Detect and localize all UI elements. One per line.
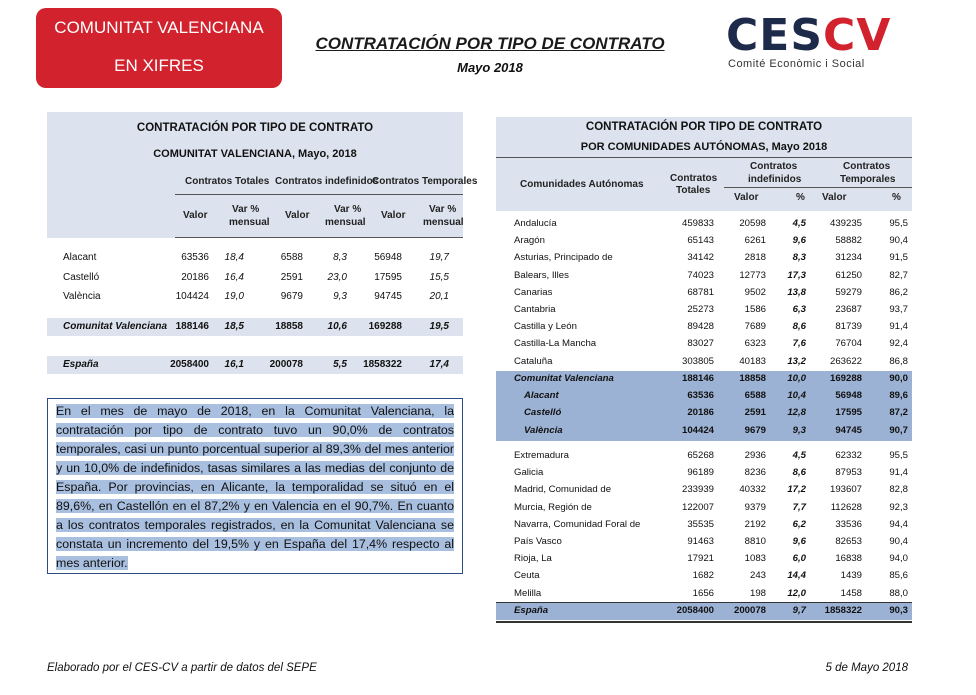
left-cell-v2: 18858 <box>275 321 303 332</box>
sub-valor-indef: Valor <box>734 192 759 203</box>
indef-pct: 9,3 <box>792 424 806 436</box>
col-indef-b: indefinidos <box>748 174 802 185</box>
temp-value: 263622 <box>829 355 862 367</box>
temp-value: 61250 <box>835 269 862 281</box>
sub-var-2: Var % <box>334 204 362 215</box>
logo-tagline: Comité Econòmic i Social <box>728 58 865 70</box>
right-row <box>496 319 912 336</box>
indef-value: 8236 <box>744 467 766 479</box>
col-temp-b: Temporales <box>840 174 896 185</box>
temp-pct: 86,8 <box>889 355 908 367</box>
right-row <box>496 388 912 405</box>
summary-paragraph <box>47 398 463 574</box>
cescv-logo <box>726 10 916 74</box>
left-cell-p2: 23,0 <box>327 272 347 283</box>
indef-pct: 13,2 <box>787 355 806 367</box>
temp-value: 87953 <box>835 467 862 479</box>
total-value: 89428 <box>687 321 714 333</box>
footer-source: Elaborado por el CES-CV a partir de datos del SEPE <box>47 662 317 674</box>
region-name: Murcia, Región de <box>514 501 592 513</box>
temp-value: 56948 <box>835 390 862 402</box>
indef-pct: 8,6 <box>792 467 806 479</box>
sub-valor-2: Valor <box>285 210 310 221</box>
left-cell-p2: 8,3 <box>333 252 347 263</box>
indef-pct: 14,4 <box>787 570 806 582</box>
temp-pct: 92,3 <box>889 501 908 513</box>
indef-pct: 6,3 <box>792 304 806 315</box>
right-row <box>496 216 912 233</box>
indef-value: 2591 <box>744 407 766 419</box>
col-group-temporales: Contratos Temporales <box>372 176 478 187</box>
right-row <box>496 534 912 551</box>
total-value: 233939 <box>681 484 714 496</box>
left-cell-p1: 16,4 <box>224 272 244 283</box>
left-table <box>47 112 478 382</box>
indef-value: 1083 <box>744 553 766 565</box>
indef-value: 9679 <box>744 424 766 436</box>
region-name: Aragón <box>514 235 545 247</box>
temp-pct: 90,7 <box>889 424 908 436</box>
indef-pct: 6,0 <box>792 553 806 565</box>
right-row <box>496 586 912 603</box>
temp-pct: 88,0 <box>889 587 908 599</box>
total-value: 74023 <box>687 269 714 281</box>
indef-value: 40183 <box>739 355 766 367</box>
right-row <box>496 448 912 465</box>
left-cell-v1: 2058400 <box>170 359 209 370</box>
col-group-indefinidos: Contratos indefinidos <box>275 176 379 187</box>
region-name: Cataluña <box>514 355 553 367</box>
indef-value: 6323 <box>744 338 766 350</box>
col-total-a: Contratos <box>670 173 718 184</box>
left-cell-v3: 17595 <box>374 272 402 283</box>
temp-pct: 95,5 <box>889 450 908 461</box>
region-name: Castelló <box>524 407 562 419</box>
total-value: 122007 <box>681 501 714 513</box>
total-value: 91463 <box>687 536 714 547</box>
sub-pct-indef: % <box>796 192 805 203</box>
left-cell-v2: 2591 <box>280 272 303 283</box>
region-name: Madrid, Comunidad de <box>514 484 612 496</box>
indef-value: 6261 <box>744 235 766 247</box>
indef-value: 8810 <box>744 536 766 547</box>
right-row <box>496 371 912 388</box>
left-cell-v1: 20186 <box>181 272 209 283</box>
indef-pct: 7,7 <box>792 501 806 513</box>
sub-var-1: Var % <box>232 204 260 215</box>
region-name: Balears, Illes <box>514 269 569 281</box>
indef-pct: 10,0 <box>787 373 806 384</box>
left-cell-p2: 5,5 <box>333 359 347 370</box>
region-name: Castilla-La Mancha <box>514 338 597 350</box>
total-value: 25273 <box>687 304 714 315</box>
right-table-subtitle: POR COMUNIDADES AUTÓNOMAS, Mayo 2018 <box>580 141 828 153</box>
temp-pct: 86,2 <box>889 286 908 298</box>
right-row <box>496 423 912 440</box>
left-cell-v3: 1858322 <box>363 359 402 370</box>
region-name: Castilla y León <box>514 321 577 333</box>
right-row <box>496 285 912 302</box>
sub-valor-3: Valor <box>381 210 406 221</box>
temp-value: 76704 <box>835 338 862 350</box>
temp-pct: 82,7 <box>889 269 908 281</box>
region-badge <box>36 8 282 88</box>
total-value: 96189 <box>687 467 714 479</box>
region-name: Asturias, Principado de <box>514 252 613 264</box>
region-name: València <box>524 424 563 436</box>
temp-value: 17595 <box>835 407 862 419</box>
region-name: País Vasco <box>514 536 562 547</box>
indef-value: 7689 <box>744 321 766 333</box>
left-cell-p3: 17,4 <box>429 359 449 370</box>
right-row <box>496 603 912 620</box>
indef-value: 243 <box>749 570 766 582</box>
temp-pct: 90,4 <box>889 235 908 247</box>
temp-pct: 87,2 <box>889 407 908 419</box>
temp-value: 58882 <box>835 235 862 247</box>
col-indef-a: Contratos <box>750 161 798 172</box>
total-value: 65268 <box>687 450 714 461</box>
indef-value: 9502 <box>744 286 766 298</box>
total-value: 303805 <box>681 355 714 367</box>
indef-pct: 6,2 <box>792 518 806 530</box>
left-cell-v3: 169288 <box>368 321 402 332</box>
col-region: Comunidades Autónomas <box>520 179 644 190</box>
right-row <box>496 268 912 285</box>
right-row <box>496 482 912 499</box>
left-row-name: España <box>63 359 99 370</box>
left-cell-p2: 9,3 <box>333 291 347 302</box>
right-row <box>496 551 912 568</box>
temp-value: 193607 <box>829 484 862 496</box>
temp-pct: 82,8 <box>889 484 908 496</box>
indef-pct: 7,6 <box>792 338 806 350</box>
temp-value: 59279 <box>835 286 862 298</box>
left-cell-v1: 104424 <box>175 291 209 302</box>
indef-pct: 8,6 <box>792 321 806 333</box>
left-cell-p2: 10,6 <box>327 321 347 332</box>
region-name: Comunitat Valenciana <box>514 373 614 384</box>
temp-value: 23687 <box>835 304 862 315</box>
right-table <box>496 117 912 625</box>
region-name: Cantabria <box>514 304 556 315</box>
indef-pct: 13,8 <box>787 286 806 298</box>
region-name: Extremadura <box>514 450 569 461</box>
indef-value: 9379 <box>744 501 766 513</box>
temp-value: 1458 <box>840 587 862 599</box>
indef-pct: 12,0 <box>787 587 806 599</box>
temp-pct: 90,0 <box>889 373 908 384</box>
left-row-name: Alacant <box>63 252 97 263</box>
indef-pct: 17,2 <box>787 484 806 496</box>
temp-value: 33536 <box>835 518 862 530</box>
region-name: Galicia <box>514 467 544 479</box>
region-name: España <box>514 605 549 616</box>
indef-value: 6588 <box>744 390 766 402</box>
temp-value: 31234 <box>835 252 862 264</box>
right-table-header <box>496 117 912 211</box>
total-value: 35535 <box>687 518 714 530</box>
indef-value: 198 <box>749 587 766 599</box>
total-value: 20186 <box>687 407 714 419</box>
temp-value: 16838 <box>835 553 862 565</box>
sub-mensual-2: mensual <box>325 217 366 228</box>
temp-pct: 91,4 <box>889 467 908 479</box>
right-table-title: CONTRATACIÓN POR TIPO DE CONTRATO <box>585 121 823 133</box>
temp-pct: 89,6 <box>889 390 908 402</box>
region-name: Navarra, Comunidad Foral de <box>514 518 641 530</box>
region-name: Melilla <box>514 587 542 599</box>
temp-value: 82653 <box>835 536 862 547</box>
page-title: CONTRATACIÓN POR TIPO DE CONTRATO <box>315 34 665 53</box>
total-value: 17921 <box>687 553 714 565</box>
left-cell-v2: 9679 <box>280 291 303 302</box>
total-value: 2058400 <box>676 605 714 616</box>
total-value: 1656 <box>692 587 714 599</box>
total-value: 1682 <box>692 570 714 582</box>
left-cell-v1: 188146 <box>175 321 209 332</box>
col-total-b: Totales <box>676 185 711 196</box>
sub-mensual-3: mensual <box>423 217 464 228</box>
indef-value: 2818 <box>744 252 766 264</box>
region-name: Canarias <box>514 286 553 298</box>
indef-value: 1586 <box>744 304 766 315</box>
left-table-title: CONTRATACIÓN POR TIPO DE CONTRATO <box>136 122 374 134</box>
sub-var-3: Var % <box>429 204 457 215</box>
total-value: 63536 <box>687 390 714 402</box>
right-row <box>496 233 912 250</box>
right-row <box>496 517 912 534</box>
temp-value: 112628 <box>830 501 862 513</box>
region-name: Ceuta <box>514 570 540 582</box>
indef-value: 2192 <box>744 518 766 530</box>
region-name: Rioja, La <box>514 553 552 565</box>
left-cell-p1: 18,5 <box>224 321 244 332</box>
temp-value: 94745 <box>835 424 862 436</box>
temp-value: 1858322 <box>824 605 862 616</box>
right-row <box>496 250 912 267</box>
logo-text-a: CES <box>726 10 824 61</box>
indef-pct: 17,3 <box>787 269 806 281</box>
temp-pct: 85,6 <box>889 570 908 582</box>
indef-value: 40332 <box>739 484 766 496</box>
left-cell-v2: 200078 <box>269 359 303 370</box>
right-row <box>496 405 912 422</box>
indef-value: 20598 <box>739 218 766 229</box>
summary-text: En el mes de mayo de 2018, en la Comunitat Valenciana, la contratación por tipo de contrato tuvo un 90,0% de contratos temporales, casi un punto porcentual superior al 89,3% del mes anterior y un 10,0% de indefinidos, tasas similares a las medias del conjunto de España. Por provincias, en Alicante, la temporalidad se situó en el 89,6%, en Castellón en el 87,2% y en Valencia en el 90,7%. En cuanto a los contratos temporales registrados, en la Comunitat Valenciana se constata un incremento del 19,5% y en España del 17,4% respecto al mes anterior. <box>56 404 454 570</box>
badge-line1: COMUNITAT VALENCIANA <box>54 18 264 37</box>
left-cell-v1: 63536 <box>181 252 209 263</box>
left-cell-p1: 16,1 <box>224 359 244 370</box>
temp-pct: 94,4 <box>889 518 908 530</box>
indef-value: 2936 <box>744 450 766 461</box>
temp-value: 169288 <box>829 373 862 384</box>
temp-pct: 91,5 <box>889 252 908 264</box>
temp-pct: 92,4 <box>889 338 908 350</box>
left-row-name: Comunitat Valenciana <box>63 321 168 332</box>
left-cell-p3: 15,5 <box>429 272 449 283</box>
region-name: Andalucía <box>514 218 557 229</box>
left-cell-p3: 19,7 <box>429 252 449 263</box>
left-cell-p3: 20,1 <box>429 291 449 302</box>
badge-line2: EN XIFRES <box>114 56 204 75</box>
right-row <box>496 500 912 517</box>
left-table-subtitle: COMUNITAT VALENCIANA, Mayo, 2018 <box>153 148 357 160</box>
indef-value: 18858 <box>739 373 766 384</box>
left-cell-v3: 56948 <box>374 252 402 263</box>
temp-pct: 90,4 <box>889 536 908 547</box>
left-cell-p1: 18,4 <box>224 252 244 263</box>
sub-pct-temp: % <box>892 192 901 203</box>
indef-pct: 9,7 <box>792 605 806 616</box>
right-row <box>496 465 912 482</box>
total-value: 83027 <box>687 338 714 350</box>
total-value: 188146 <box>681 373 714 384</box>
total-value: 104424 <box>681 424 714 436</box>
temp-value: 81739 <box>835 321 862 333</box>
temp-value: 1439 <box>840 570 862 582</box>
indef-pct: 8,3 <box>792 252 806 264</box>
sub-valor-1: Valor <box>183 210 208 221</box>
total-value: 34142 <box>687 252 714 264</box>
indef-pct: 9,6 <box>792 235 806 247</box>
left-row-name: Castelló <box>63 272 100 283</box>
total-value: 68781 <box>687 286 714 298</box>
total-value: 459833 <box>681 218 714 229</box>
right-row <box>496 354 912 371</box>
temp-pct: 90,3 <box>889 605 908 616</box>
col-temp-a: Contratos <box>843 161 891 172</box>
left-cell-p3: 19,5 <box>429 321 449 332</box>
left-cell-p1: 19,0 <box>224 291 244 302</box>
temp-pct: 95,5 <box>889 218 908 229</box>
left-row-name: València <box>63 291 101 302</box>
logo-text-b: CV <box>823 10 892 61</box>
temp-value: 439235 <box>829 218 862 229</box>
right-row <box>496 568 912 585</box>
sub-valor-temp: Valor <box>822 192 847 203</box>
right-row <box>496 302 912 319</box>
left-cell-v2: 6588 <box>280 252 303 263</box>
right-row <box>496 336 912 353</box>
sub-mensual-1: mensual <box>229 217 270 228</box>
temp-value: 62332 <box>835 450 862 461</box>
temp-pct: 91,4 <box>889 321 908 333</box>
page-subtitle: Mayo 2018 <box>457 60 523 75</box>
col-group-totales: Contratos Totales <box>185 176 270 187</box>
temp-pct: 94,0 <box>889 553 908 565</box>
indef-pct: 4,5 <box>792 450 806 461</box>
indef-pct: 9,6 <box>792 536 806 547</box>
left-cell-v3: 94745 <box>374 291 402 302</box>
indef-pct: 10,4 <box>787 390 806 402</box>
indef-pct: 4,5 <box>792 218 806 229</box>
region-name: Alacant <box>524 390 559 402</box>
indef-value: 200078 <box>733 605 766 616</box>
indef-pct: 12,8 <box>787 407 806 419</box>
footer-date: 5 de Mayo 2018 <box>825 662 908 674</box>
total-value: 65143 <box>687 235 714 247</box>
indef-value: 12773 <box>739 269 766 281</box>
temp-pct: 93,7 <box>889 304 908 315</box>
